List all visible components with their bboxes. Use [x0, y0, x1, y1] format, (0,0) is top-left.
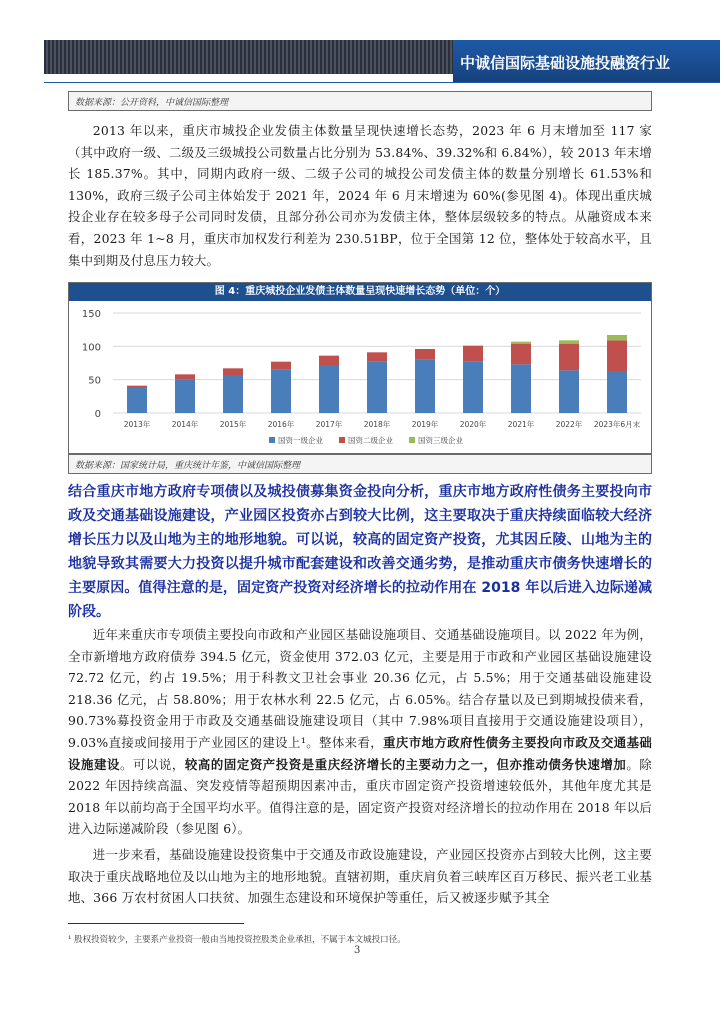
bar-国资一级企业 — [511, 364, 531, 413]
legend-swatch — [339, 437, 345, 443]
x-tick-label: 2019年 — [411, 420, 439, 429]
chart-figure-4 — [68, 282, 652, 454]
y-tick-label: 100 — [81, 342, 101, 354]
bar-国资二级企业 — [367, 352, 387, 361]
bar-国资三级企业 — [559, 340, 579, 343]
legend-label: 国资二级企业 — [348, 436, 393, 445]
page-number: 3 — [354, 945, 361, 956]
x-tick-label: 2020年 — [459, 420, 487, 429]
source-note-chart-text: 数据来源：国家统计局，重庆统计年鉴，中诚信国际整理 — [75, 461, 301, 471]
source-note-top — [68, 91, 652, 111]
x-tick-label: 2017年 — [315, 420, 343, 429]
paragraph-2-part-a: 近年来重庆市专项债主要投向市政和产业园区基础设施项目、交通基础设施项目。以 2022 年为例，全市新增地方政府债券 394.5 亿元，资金使用 372.03 亿元，主要是用于市政和产业园区基础设施建设 72.72 亿元，约占 19.5%；用于科教文卫社会事业 20.36 亿元，占 5.5%；用于交通基础设施建设 218.36 亿元，占 58.80%；用于农林水利 22.5 亿元，占 6.05%。结合存量以及已到期城投债来看，90.73%募投资金用于市政及交通基础设施建设项目（其中 7.98%项目直接用于交通设施建设项目），9.03%直接或间接用于产业园区的建设上¹。整体来看， — [68, 627, 652, 750]
x-tick-label: 2018年 — [363, 420, 391, 429]
legend-swatch — [409, 437, 415, 443]
bar-国资二级企业 — [511, 344, 531, 365]
paragraph-1-text: 2013 年以来，重庆市城投企业发债主体数量呈现快速增长态势，2023 年 6 月末增加至 117 家（其中政府一级、二级及三级城投公司数量占比分别为 53.84%、39.32%和 6.84%），较 2013 年末增长 185.37%。其中，同期内政府一级、二级子公司的城投公司发债主体的数量分别增长 61.53%和 130%，政府三级子公司主体始发于 2021 年，2024 年 6 月末增速为 60%(参见图 4)。体现出重庆城投企业存在较多母子公司同时发债，且部分孙公司亦为发债主体，整体层级较多的特点。从融资成本来看，2023 年 1~8 月，重庆市加权发行利差为 230.51BP，位于全国第 12 位，整体处于较高水平，且集中到期及付息压力较大。 — [68, 123, 652, 268]
legend-swatch — [269, 437, 275, 443]
chart-canvas — [69, 301, 651, 453]
bar-国资二级企业 — [415, 349, 435, 360]
legend-label: 国资三级企业 — [418, 436, 463, 445]
bar-国资二级企业 — [463, 346, 483, 362]
bar-国资一级企业 — [175, 380, 195, 413]
paragraph-3 — [68, 844, 652, 909]
bar-国资二级企业 — [127, 386, 147, 387]
footnote: ¹ 股权投资较少，主要系产业投资一般由当地投资控股类企业承担，不属于本文城投口径。 — [68, 935, 406, 945]
bar-国资一级企业 — [367, 362, 387, 413]
paragraph-2 — [68, 624, 652, 840]
bar-国资二级企业 — [175, 374, 195, 379]
paragraph-3-text: 进一步来看，基础设施建设投资集中于交通及市政设施建设，产业园区投资亦占到较大比例，这主要取决于重庆战略地位及以山地为主的地形地貌。直辖初期，重庆肩负着三峡库区百万移民、振兴老工业基地、366 万农村贫困人口扶贫、加强生态建设和环境保护等重任，后又被逐步赋予其全 — [68, 847, 652, 906]
paragraph-1 — [68, 120, 652, 271]
paragraph-2-text — [68, 624, 652, 840]
x-tick-label: 2016年 — [267, 420, 295, 429]
bar-国资一级企业 — [415, 360, 435, 413]
paragraph-2-bold-2: 较高的固定资产投资是重庆经济增长的主要动力之一，但亦推动债务快速增加 — [184, 756, 627, 772]
bar-国资二级企业 — [559, 344, 579, 371]
source-note-chart — [68, 454, 652, 474]
y-tick-label: 150 — [81, 309, 101, 320]
bar-国资一级企业 — [463, 362, 483, 413]
bar-国资一级企业 — [271, 370, 291, 413]
bar-国资一级企业 — [607, 371, 627, 413]
y-tick-label: 50 — [88, 375, 101, 387]
x-tick-label: 2014年 — [171, 420, 199, 429]
bar-国资二级企业 — [319, 356, 339, 365]
paragraph-2-part-c: 。可以说， — [119, 756, 185, 772]
x-tick-label: 2015年 — [219, 420, 247, 429]
source-note-top-text: 数据来源：公开资料，中诚信国际整理 — [75, 98, 229, 108]
bar-国资二级企业 — [607, 340, 627, 371]
header-rule — [44, 82, 720, 83]
highlight-paragraph: 结合重庆市地方政府专项债以及城投债募集资金投向分析，重庆市地方政府性债务主要投向市政及交通基础设施建设，产业园区投资亦占到较大比例，这主要取决于重庆持续面临较大经济增长压力以及山地为主的地形地貌。可以说，较高的固定资产投资，尤其因丘陵、山地为主的地貌导致其需要大力投资以提升城市配套建设和改善交通劣势，是推动重庆市债务快速增长的主要原因。值得注意的是，固定资产投资对经济增长的拉动作用在 2018 年以后进入边际递减阶段。 — [68, 484, 652, 620]
x-tick-label: 2022年 — [555, 420, 583, 429]
bar-国资一级企业 — [223, 375, 243, 413]
bar-国资一级企业 — [127, 387, 147, 413]
bar-国资二级企业 — [271, 362, 291, 370]
bar-国资一级企业 — [559, 370, 579, 413]
chart-title: 图 4：重庆城投企业发债主体数量呈现快速增长态势（单位：个） — [69, 283, 651, 301]
x-tick-label: 2021年 — [507, 420, 535, 429]
bar-国资三级企业 — [607, 335, 627, 340]
legend-label: 国资一级企业 — [278, 436, 323, 445]
x-tick-label: 2023年6月末 — [593, 420, 641, 429]
bar-国资二级企业 — [223, 368, 243, 375]
footnote-rule — [68, 923, 244, 924]
x-tick-label: 2013年 — [123, 420, 151, 429]
paragraph-2-part-e: 。除 2022 年因持续高温、突发疫情等超预期因素冲击，重庆市固定资产投资增速较低外，其他年度尤其是 2018 年以前均高于全国平均水平。值得注意的是，固定资产投资对经济增长的拉动作用在 2018 年以后进入边际递减阶段（参见图 6）。 — [68, 756, 652, 837]
header-title: 中诚信国际基础设施投融资行业 — [460, 54, 671, 72]
bar-国资三级企业 — [511, 342, 531, 344]
paragraph-2-bold-1: 重庆市地方政府性债务主要投向市政及交通基础设施建设 — [68, 734, 653, 772]
y-tick-label: 0 — [94, 409, 101, 420]
bar-国资一级企业 — [319, 365, 339, 413]
